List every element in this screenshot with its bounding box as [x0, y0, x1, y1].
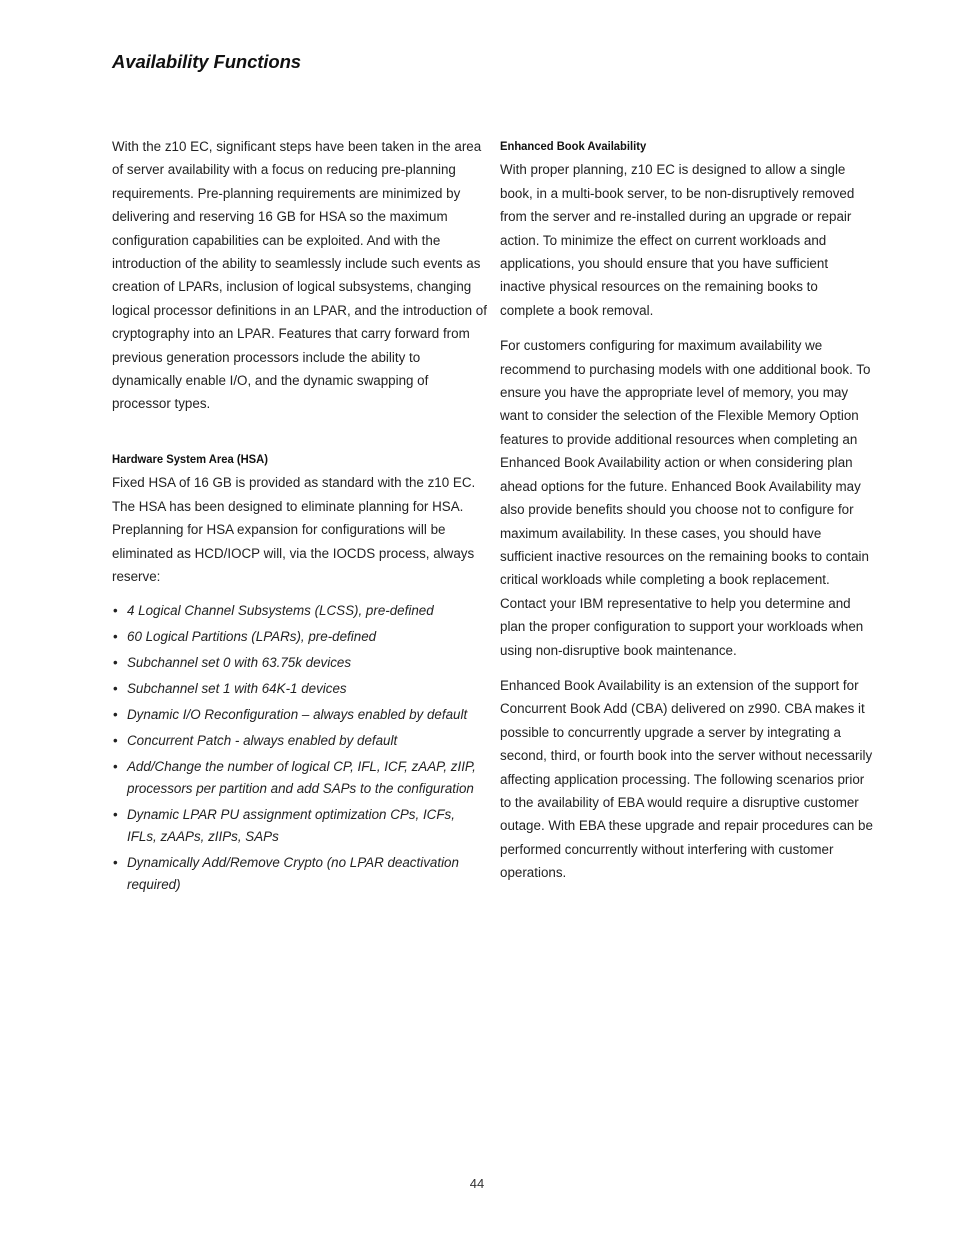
list-item: [112, 804, 487, 848]
hsa-paragraph: Fixed HSA of 16 GB is provided as standard with the z10 EC. The HSA has been designed to eliminate planning for HSA. Preplanning for HSA expansion for configurations will be eliminated as HCD/IOCP will, via the IOCDS process, always reserve:: [112, 475, 476, 584]
bullet-icon: •: [113, 733, 118, 749]
bullet-icon: •: [113, 681, 118, 697]
list-item-text: Subchannel set 0 with 63.75k devices: [127, 655, 352, 671]
bullet-icon: •: [113, 759, 118, 775]
list-item-text: Subchannel set 1 with 64K-1 devices: [127, 681, 347, 697]
eba-paragraph-3: Enhanced Book Availability is an extension of the support for Concurrent Book Add (CBA) delivered on z990. CBA makes it possible to concurrently upgrade a server by integrating a second, third, or fourth book into the server without necessarily affecting application processing. The following scenarios prior to the availability of EBA would require a disruptive customer outage. With EBA these upgrade and repair procedures can be performed concurrently without interfering with customer operations.: [500, 677, 873, 881]
list-item: [112, 600, 487, 622]
list-item-text: Dynamically Add/Remove Crypto (no LPAR deactivation required): [127, 854, 459, 892]
list-item-text: Add/Change the number of logical CP, IFL, ICF, zAAP, zIIP, processors per partition and add SAPs to the configuration: [127, 759, 476, 797]
eba-paragraph-2: For customers configuring for maximum availability we recommend to purchasing models with one additional book. To ensure you have the appropriate level of memory, you may want to consider the selection of the Flexible Memory Option features to provide additional resources when completing an Enhanced Book Availability action or when considering plan ahead options for the future. Enhanced Book Availability may also provide benefits should you choose not to configure for maximum availability. In these cases, you should have sufficient inactive resources on the remaining books to contain critical workloads while completing a book replacement. Contact your IBM representative to help you determine and plan the proper configuration to support your workloads when using non-disruptive book maintenance.: [500, 338, 871, 658]
left-column: [112, 135, 487, 900]
list-item: [112, 730, 487, 752]
bullet-icon: •: [113, 707, 118, 723]
right-column: [500, 135, 875, 885]
list-item-text: Dynamic I/O Reconfiguration – always enabled by default: [127, 707, 468, 723]
eba-heading: Enhanced Book Availability: [500, 139, 647, 153]
list-item: [112, 852, 487, 896]
intro-paragraph: With the z10 EC, significant steps have been taken in the area of server availability with a focus on reducing pre-planning requirements. Pre-planning requirements are minimized by delivering and reserving 16 GB for HSA so the maximum configuration capabilities can be exploited. And with the introduction of the ability to seamlessly include such events as creation of LPARs, inclusion of logical subsystems, changing logical processor definitions in an LPAR, and the introduction of cryptography into an LPAR. Features that carry forward from previous generation processors include the ability to dynamically enable I/O, and the dynamic swapping of processor types.: [112, 139, 487, 412]
list-item: [112, 652, 487, 674]
page-title: Availability Functions: [112, 51, 301, 72]
list-item-text: Dynamic LPAR PU assignment optimization CPs, ICFs, IFLs, zAAPs, zIIPs, SAPs: [127, 807, 455, 844]
bullet-icon: •: [113, 629, 118, 645]
list-item-text: Concurrent Patch - always enabled by default: [127, 733, 398, 749]
list-item-text: 4 Logical Channel Subsystems (LCSS), pre-defined: [127, 603, 434, 619]
bullet-icon: •: [113, 603, 118, 619]
page-number: 44: [469, 1176, 485, 1191]
eba-paragraph-1: With proper planning, z10 EC is designed to allow a single book, in a multi-book server, to be non-disruptively removed from the server and re-installed during an upgrade or repair action. To minimize the effect on current workloads and applications, you should ensure that you have sufficient inactive physical resources on the remaining books to complete a book removal.: [500, 162, 855, 318]
bullet-icon: •: [113, 807, 118, 822]
bullet-icon: •: [113, 655, 118, 671]
bullet-icon: •: [113, 854, 118, 870]
hsa-heading: Hardware System Area (HSA): [112, 451, 268, 466]
list-item: [112, 678, 487, 700]
list-item: [112, 626, 487, 648]
list-item-text: 60 Logical Partitions (LPARs), pre-defined: [127, 629, 377, 645]
list-item: [112, 756, 487, 800]
list-item: [112, 704, 487, 726]
hsa-reserve-list: [112, 600, 487, 895]
